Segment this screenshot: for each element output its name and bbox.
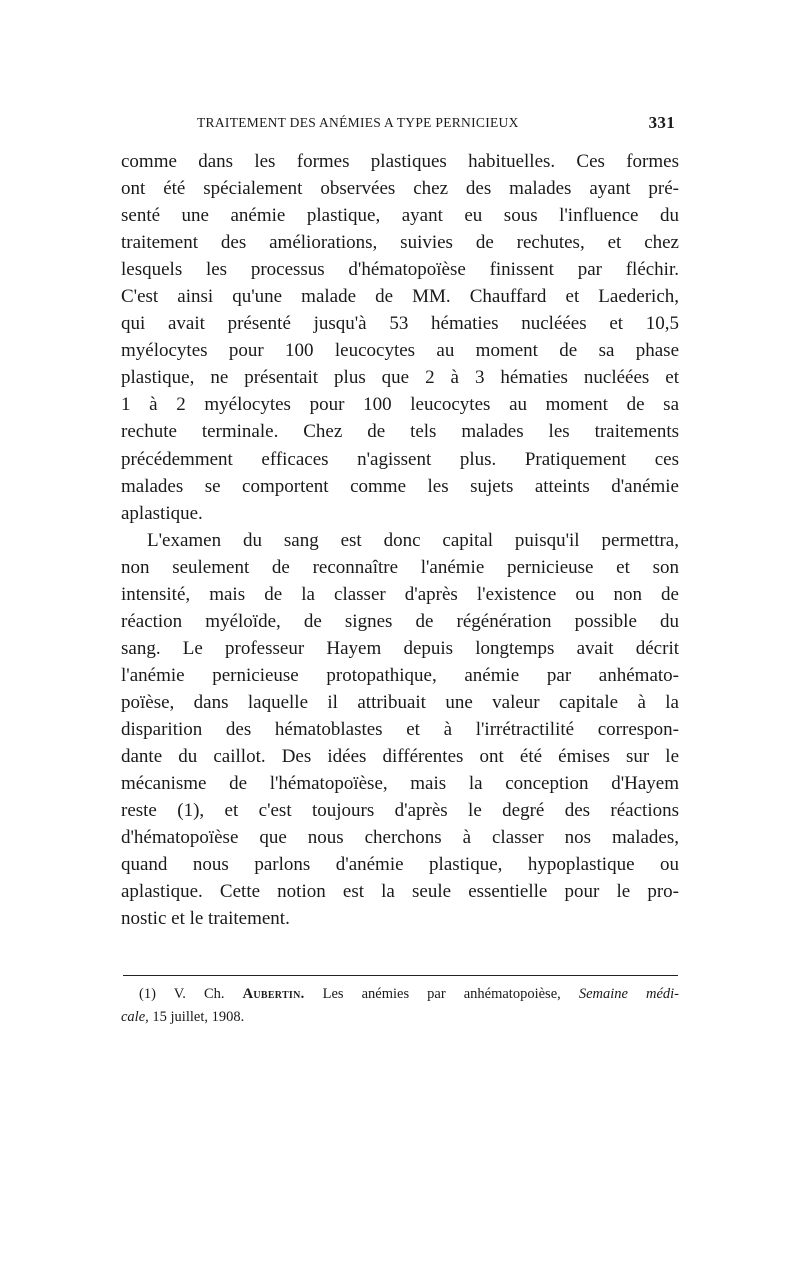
footnote-journal-cont: cale, (121, 1009, 149, 1025)
footnote-line (121, 983, 679, 1006)
text-line: C'est ainsi qu'une malade de MM. Chauffard et Laederich, (121, 286, 679, 308)
body-text (121, 148, 679, 932)
footnote (121, 983, 679, 1029)
text-line: reste (1), et c'est toujours d'après le degré des réactions (121, 800, 679, 822)
text-line: mécanisme de l'hématopoïèse, mais la conception d'Hayem (121, 773, 679, 795)
text-line: précédemment efficaces n'agissent plus. Pratiquement ces (121, 448, 679, 470)
text-line: ont été spécialement observées chez des malades ayant pré- (121, 178, 679, 200)
text-line: comme dans les formes plastiques habituelles. Ces formes (121, 151, 679, 172)
text-line: l'anémie pernicieuse protopathique, anémie par anhémato- (121, 664, 679, 686)
footnote-date: 15 juillet, 1908. (152, 1009, 245, 1025)
text-line: quand nous parlons d'anémie plastique, hypoplastique ou (121, 854, 679, 876)
text-line: traitement des améliorations, suivies de rechutes, et chez (121, 232, 679, 254)
text-line: réaction myéloïde, de signes de régénération possible du (121, 610, 679, 632)
text-line: non seulement de reconnaître l'anémie pernicieuse et son (121, 556, 679, 578)
text-line: 1 à 2 myélocytes pour 100 leucocytes au moment de sa (121, 394, 679, 416)
text-line-paragraph-end: aplastique. (121, 502, 203, 524)
text-line: myélocytes pour 100 leucocytes au moment de sa phase (121, 340, 679, 362)
footnote-divider (123, 975, 678, 976)
footnote-journal: Semaine médi- (578, 986, 679, 1002)
text-line: dante du caillot. Des idées différentes ont été émises sur le (121, 746, 679, 768)
text-line: qui avait présenté jusqu'à 53 hématies nucléées et 10,5 (121, 313, 679, 335)
page-number: 331 (648, 113, 675, 132)
footnote-title: Les anémies par anhématopoièse, (322, 986, 561, 1002)
text-line: sang. Le professeur Hayem depuis longtemps avait décrit (121, 637, 679, 659)
footnote-line (121, 1006, 679, 1029)
running-title: TRAITEMENT DES ANÉMIES A TYPE PERNICIEUX (197, 115, 519, 130)
text-line-paragraph-start: L'examen du sang est donc capital puisqu'il permettra, (147, 529, 679, 551)
footnote-author: Aubertin. (242, 986, 305, 1002)
text-line: plastique, ne présentait plus que 2 à 3 hématies nucléées et (121, 367, 679, 389)
text-line: poïèse, dans laquelle il attribuait une valeur capitale à la (121, 691, 679, 713)
text-line: d'hématopoïèse que nous cherchons à classer nos malades, (121, 827, 679, 849)
text-line: intensité, mais de la classer d'après l'existence ou non de (121, 583, 679, 605)
text-line: disparition des hématoblastes et à l'irrétractilité correspon- (121, 718, 679, 740)
text-line: lesquels les processus d'hématopoïèse finissent par fléchir. (121, 259, 679, 281)
text-line: aplastique. Cette notion est la seule essentielle pour le pro- (121, 881, 679, 903)
footnote-marker: (1) V. Ch. (139, 986, 225, 1002)
text-line: malades se comportent comme les sujets atteints d'anémie (121, 475, 679, 497)
text-line-paragraph-end: nostic et le traitement. (121, 908, 290, 930)
text-line: rechute terminale. Chez de tels malades les traitements (121, 421, 679, 443)
text-line: senté une anémie plastique, ayant eu sous l'influence du (121, 205, 679, 227)
